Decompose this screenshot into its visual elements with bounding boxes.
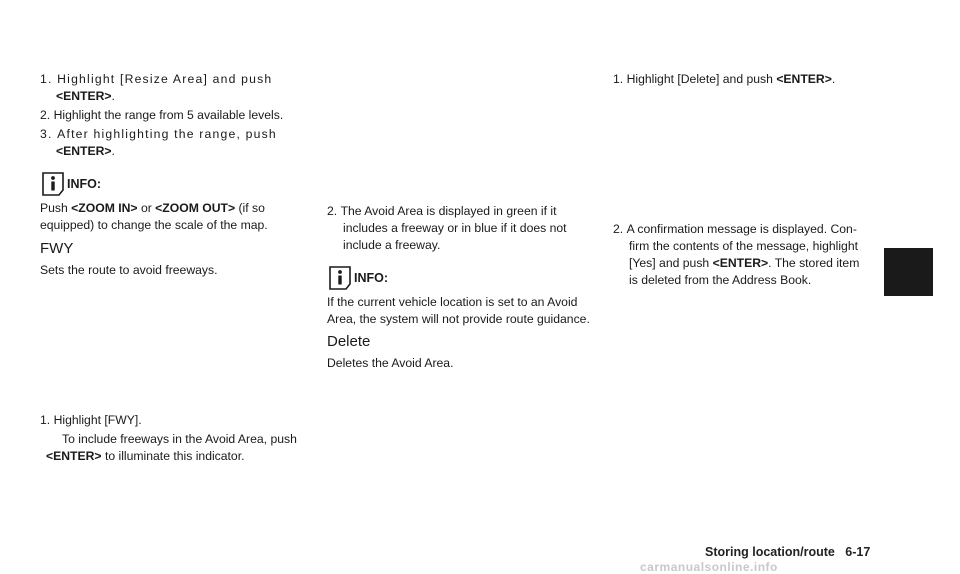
info-label: INFO: (354, 271, 389, 285)
info-icon (329, 266, 351, 290)
col2-step2: 2. The Avoid Area is displayed in green if it includes a freeway or in blue if it does not include a freeway. (327, 204, 567, 252)
fwy-description: Sets the route to avoid freeways. (40, 263, 218, 277)
info-label: INFO: (67, 177, 102, 191)
delete-description: Deletes the Avoid Area. (327, 356, 454, 370)
watermark: carmanualsonline.info (640, 560, 778, 574)
col1-step3: 3. After highlighting the range, push <ENTER>. (40, 127, 277, 158)
page-footer: Storing location/route 6-17 (705, 545, 871, 559)
col1-step2: 2. Highlight the range from 5 available levels. (40, 108, 284, 122)
col1-info-text: Push <ZOOM IN> or <ZOOM OUT> (if so equipped) to change the scale of the map. (40, 201, 268, 232)
col3-step2: 2. A confirmation message is displayed. Con- firm the contents of the message, highlight [Yes] and push <ENTER>. The stored item is deleted from the Address Book. (613, 222, 860, 287)
col1-info-heading (42, 172, 101, 196)
col1-step1: 1. Highlight [Resize Area] and push <ENTER>. (40, 72, 273, 103)
info-icon (42, 172, 64, 196)
col2-info-text: If the current vehicle location is set to an Avoid Area, the system will not provide route guidance. (327, 295, 590, 326)
col3-step1: 1. Highlight [Delete] and push <ENTER>. (613, 72, 836, 86)
delete-heading: Delete (327, 333, 371, 350)
fwy-heading: FWY (40, 240, 74, 257)
fwy-step1-sub: To include freeways in the Avoid Area, push <ENTER> to illuminate this indicator. (46, 432, 297, 463)
section-tab (884, 248, 933, 296)
fwy-step1: 1. Highlight [FWY]. (40, 413, 142, 427)
col2-info-heading (329, 266, 388, 290)
